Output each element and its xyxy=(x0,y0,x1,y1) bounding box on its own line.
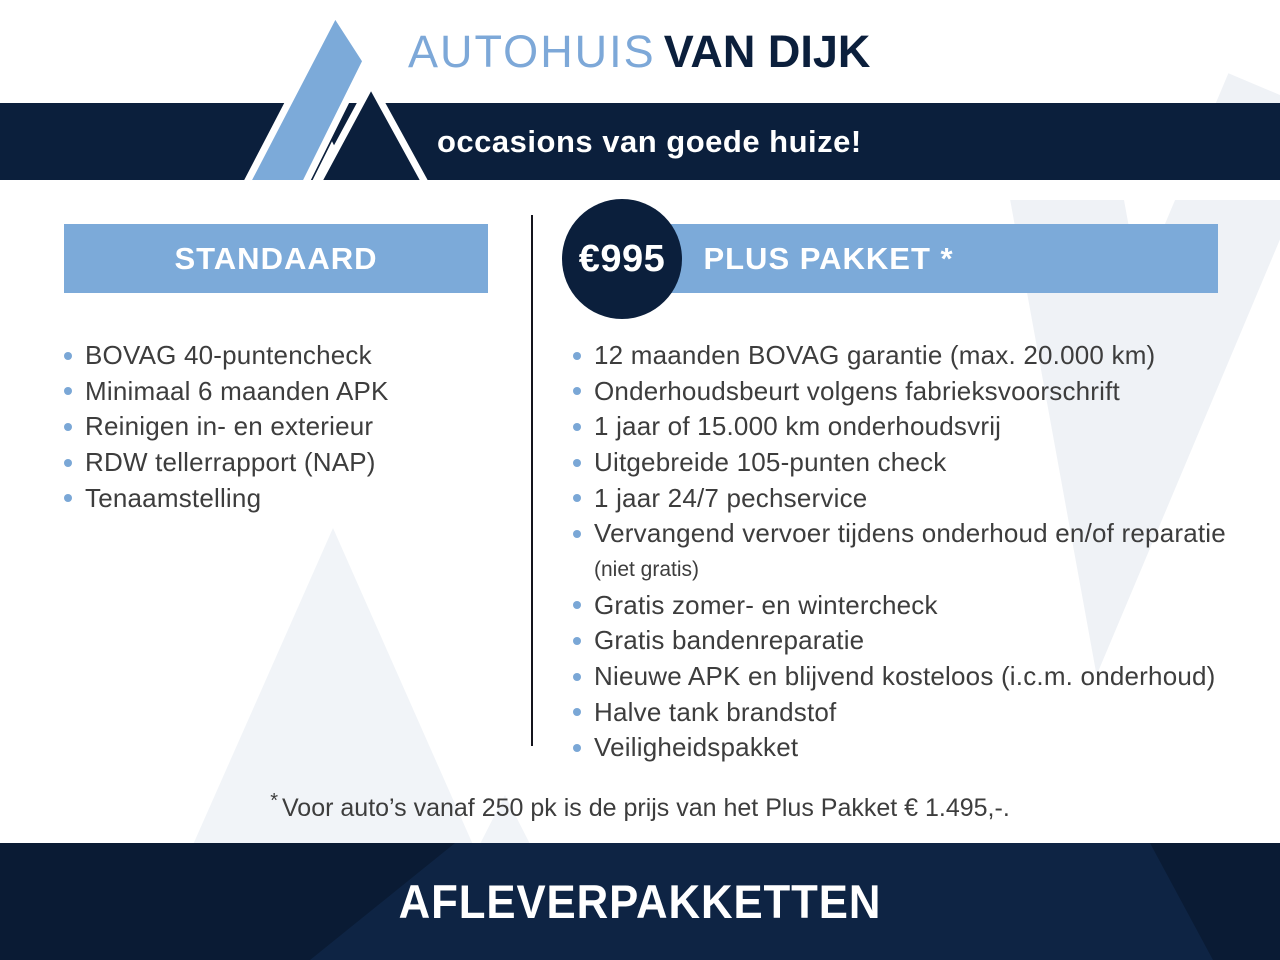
note-label: (niet gratis) xyxy=(594,557,700,581)
standard-header-bar xyxy=(64,224,488,293)
brand-name-bold: VAN DIJK xyxy=(663,26,871,77)
list-item-label: Halve tank brandstof xyxy=(594,696,837,727)
plus-list xyxy=(573,338,1253,766)
list-item-label: 1 jaar of 15.000 km onderhoudsvrij xyxy=(594,411,1002,442)
standard-list xyxy=(64,338,514,516)
list-item xyxy=(64,338,514,374)
list-item xyxy=(64,374,514,410)
list-item-label: 12 maanden BOVAG garantie (max. 20.000 km) xyxy=(594,340,1156,371)
list-item-label: Minimaal 6 maanden APK xyxy=(85,375,389,406)
list-item xyxy=(64,480,514,516)
list-item-label: RDW tellerrapport (NAP) xyxy=(85,447,376,478)
standard-title: STANDAARD xyxy=(174,240,378,276)
list-item xyxy=(573,588,1253,624)
list-item-label: Gratis bandenreparatie xyxy=(594,625,865,656)
list-item xyxy=(573,338,1253,374)
band-bottom-clean xyxy=(0,180,1280,200)
list-item xyxy=(64,409,514,445)
footer-band xyxy=(0,843,1280,960)
list-item-label: Uitgebreide 105-punten check xyxy=(594,447,947,478)
bullet-dot-icon xyxy=(64,352,72,360)
bullet-dot-icon xyxy=(573,494,581,502)
list-item-label: Onderhoudsbeurt volgens fabrieksvoorschrift xyxy=(594,375,1120,406)
price-text: €995 xyxy=(578,237,666,280)
list-item-label: Nieuwe APK en blijvend kosteloos (i.c.m. onderhoud) xyxy=(594,661,1216,692)
bullet-dot-icon xyxy=(573,387,581,395)
plus-title-wrap xyxy=(656,224,1001,293)
bullet-dot-icon xyxy=(64,423,72,431)
list-item-label: BOVAG 40-puntencheck xyxy=(85,340,372,371)
list-item-label: Veiligheidspakket xyxy=(594,732,799,763)
bullet-dot-icon xyxy=(573,673,581,681)
list-item xyxy=(64,445,514,481)
bullet-dot-icon xyxy=(64,494,72,502)
list-item xyxy=(573,659,1253,695)
bullet-dot-icon xyxy=(573,637,581,645)
list-item-label: Reinigen in- en exterieur xyxy=(85,411,374,442)
list-item-label: Tenaamstelling xyxy=(85,482,262,513)
list-item-label: 1 jaar 24/7 pechservice xyxy=(594,482,868,513)
list-item xyxy=(573,409,1253,445)
list-item xyxy=(573,480,1253,516)
footer-title: AFLEVERPAKKETTEN xyxy=(398,875,882,928)
column-divider xyxy=(531,215,533,746)
bullet-dot-icon xyxy=(573,601,581,609)
price-badge xyxy=(562,199,682,319)
list-item-note xyxy=(573,552,1253,588)
list-item-label: Vervangend vervoer tijdens onderhoud en/of reparatie xyxy=(594,518,1226,549)
list-item xyxy=(573,730,1253,766)
list-item xyxy=(573,516,1253,552)
list-item xyxy=(573,623,1253,659)
bullet-dot-icon xyxy=(64,387,72,395)
bullet-dot-icon xyxy=(573,459,581,467)
bullet-dot-icon xyxy=(64,459,72,467)
brand-name-light: AUTOHUIS xyxy=(408,26,656,77)
brand-tagline: occasions van goede huize! xyxy=(437,124,862,159)
list-item xyxy=(573,445,1253,481)
list-item xyxy=(573,694,1253,730)
list-item-label: Gratis zomer- en wintercheck xyxy=(594,589,938,620)
bullet-dot-icon xyxy=(573,423,581,431)
bullet-dot-icon xyxy=(573,352,581,360)
footnote xyxy=(0,790,1280,823)
list-item xyxy=(573,374,1253,410)
footnote-asterisk: * xyxy=(270,790,279,812)
footnote-text: Voor auto’s vanaf 250 pk is de prijs van het Plus Pakket € 1.495,-. xyxy=(282,794,1010,822)
plus-title: PLUS PAKKET * xyxy=(703,240,954,276)
brand-name xyxy=(408,26,870,78)
bullet-dot-icon xyxy=(573,708,581,716)
bullet-dot-icon xyxy=(573,530,581,538)
bullet-dot-icon xyxy=(573,744,581,752)
